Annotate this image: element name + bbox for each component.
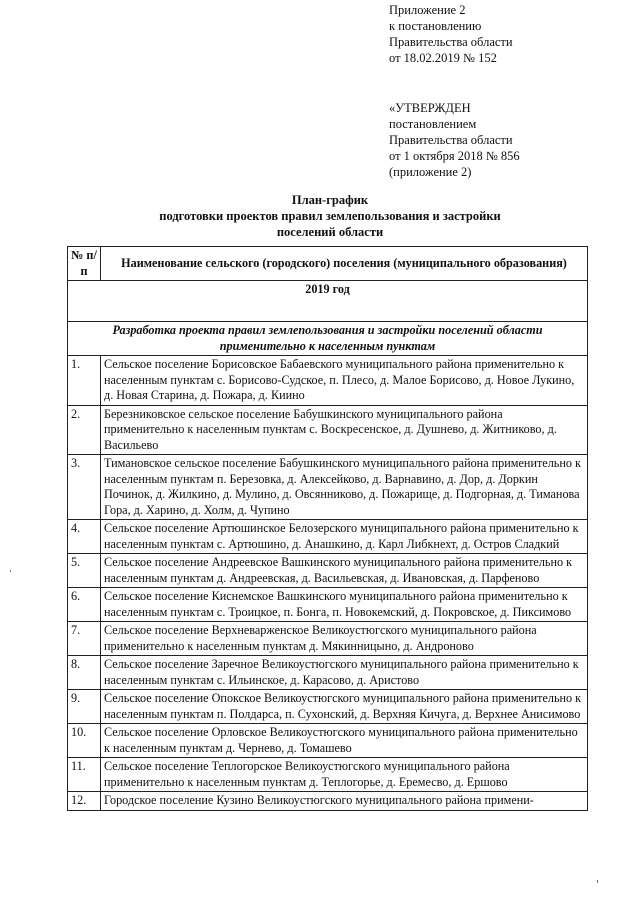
approved-line: (приложение 2) (389, 165, 472, 179)
table-header-row (68, 247, 588, 281)
row-settlement: Сельское поселение Заречное Великоустюгского муниципального района применительно к населенным пунктам с. Ильинское, д. Карасово, д. Аристово (101, 656, 588, 690)
section-cell: Разработка проекта правил землепользования и застройки поселений области применительно к населенным пунктам (68, 322, 588, 356)
title-line: поселений области (276, 225, 384, 239)
plan-table (67, 246, 588, 811)
scan-speck (10, 570, 11, 572)
title-line: подготовки проектов правил землепользования и застройки (159, 209, 501, 223)
row-settlement: Сельское поселение Опокское Великоустюгского муниципального района применительно к населенным пунктам п. Полдарса, п. Сухонский, д. Верхняя Кичуга, д. Верхнее Анисимово (101, 690, 588, 724)
table-row (68, 724, 588, 758)
row-number: 5. (68, 554, 101, 588)
header-name: Наименование сельского (городского) поселения (муниципального образования) (101, 247, 588, 281)
header-num: № п/п (68, 247, 101, 281)
row-number: 1. (68, 356, 101, 406)
table-row (68, 405, 588, 455)
document-title (60, 192, 600, 240)
row-settlement: Сельское поселение Борисовское Бабаевского муниципального района применительно к населенным пунктам с. Борисово-Судское, п. Плесо, д. Малое Борисово, д. Новое Лукино, д. Новая Старина, д. Пожара, д. Киино (101, 356, 588, 406)
section-row (68, 322, 588, 356)
appendix-line: Приложение 2 (389, 3, 466, 17)
year-row (68, 281, 588, 322)
appendix-line: к постановлению (389, 19, 482, 33)
appendix-line: от 18.02.2019 № 152 (389, 51, 497, 65)
row-number: 12. (68, 792, 101, 811)
table-row (68, 690, 588, 724)
row-settlement: Сельское поселение Орловское Великоустюгского муниципального района применительно к населенным пунктам д. Чернево, д. Томашево (101, 724, 588, 758)
row-settlement: Тимановское сельское поселение Бабушкинского муниципального района применительно к населенным пунктам п. Березовка, д. Алексейково, д. Варнавино, д. Дор, д. Доркин Починок, д. Жилкино, д. Мулино, д. Овсянниково, д. Пожарище, д. Подгорная, д. Тиманова Гора, д. Харино, д. Холм, д. Чупино (101, 455, 588, 520)
row-number: 9. (68, 690, 101, 724)
table-row (68, 588, 588, 622)
table-row (68, 792, 588, 811)
approved-line: «УТВЕРЖДЕН (389, 101, 471, 115)
approved-block (389, 100, 520, 180)
row-settlement: Сельское поселение Андреевское Вашкинского муниципального района применительно к населенным пунктам д. Андреевская, д. Васильевская, д. Ивановская, д. Парфеново (101, 554, 588, 588)
row-number: 4. (68, 520, 101, 554)
table-row (68, 520, 588, 554)
row-number: 11. (68, 758, 101, 792)
row-settlement: Березниковское сельское поселение Бабушкинского муниципального района применительно к населенным пунктам с. Воскресенское, д. Душнево, д. Житниково, д. Васильево (101, 405, 588, 455)
scan-speck (597, 880, 598, 883)
row-number: 6. (68, 588, 101, 622)
row-settlement: Сельское поселение Верхневарженское Великоустюгского муниципального района применительно к населенным пунктам д. Мякинницыно, д. Андроново (101, 622, 588, 656)
year-cell: 2019 год (68, 281, 588, 322)
row-number: 3. (68, 455, 101, 520)
row-settlement: Сельское поселение Киснемское Вашкинского муниципального района применительно к населенным пунктам с. Троицкое, п. Бонга, п. Новокемский, д. Покровское, д. Пиксимово (101, 588, 588, 622)
title-line: План-график (291, 193, 369, 207)
table-row (68, 758, 588, 792)
row-settlement: Сельское поселение Артюшинское Белозерского муниципального района применительно к населенным пунктам с. Артюшино, д. Анашкино, д. Карл Либкнехт, д. Остров Сладкий (101, 520, 588, 554)
appendix-block (389, 2, 513, 66)
approved-line: от 1 октября 2018 № 856 (389, 149, 520, 163)
table-row (68, 455, 588, 520)
table-row (68, 554, 588, 588)
approved-line: Правительства области (389, 133, 513, 147)
appendix-line: Правительства области (389, 35, 513, 49)
table-row (68, 356, 588, 406)
table-row (68, 656, 588, 690)
row-number: 7. (68, 622, 101, 656)
row-number: 8. (68, 656, 101, 690)
row-settlement: Сельское поселение Теплогорское Великоустюгского муниципального района применительно к населенным пунктам д. Теплогорье, д. Еремесво, д. Ершово (101, 758, 588, 792)
approved-line: постановлением (389, 117, 477, 131)
row-settlement: Городское поселение Кузино Великоустюгского муниципального района примени- (101, 792, 588, 811)
row-number: 10. (68, 724, 101, 758)
row-number: 2. (68, 405, 101, 455)
table-row (68, 622, 588, 656)
